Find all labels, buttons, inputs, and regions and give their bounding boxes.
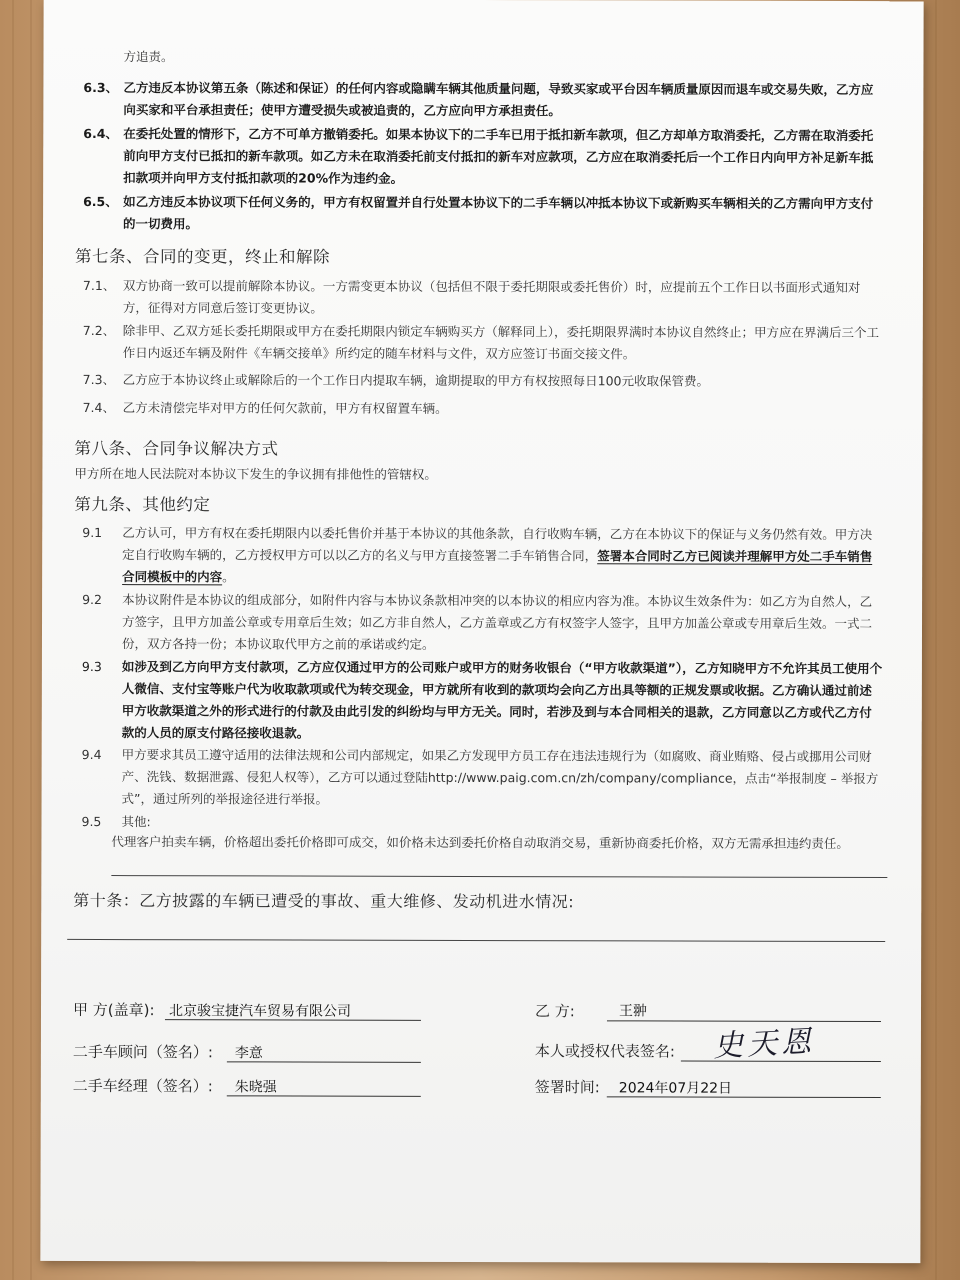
clause-text: 代理客户拍卖车辆，价格超出委托价格即可成交，如价格未达到委托价格自动取消交易，重新协商委托价格，双方无需承担违约责任。 (111, 834, 849, 851)
top-fragment: 方追责。 (123, 49, 174, 65)
clause-number: 7.1、 (82, 277, 116, 294)
clause-number: 6.5、 (83, 193, 118, 210)
clause-text: 除非甲、乙双方延长委托期限或甲方在委托期限内锁定车辆购买方（解释同上），委托期限界满时本协议自然终止；甲方应在界满后三个工作日内返还车辆及附件《车辆交接单》所约定的随车材料与文件，双方应签订书面交接文件。 (122, 323, 880, 362)
clause-9-1-end: 。 (222, 569, 235, 585)
clause-number: 6.4、 (83, 125, 118, 142)
date-label: 签署时间: (534, 1078, 600, 1097)
clause-9-1-emphasis: 签署本合同时乙方已阅读并理解甲方处二手车销售合同模板中的内容 (122, 548, 873, 585)
party-a-label: 甲 方(盖章): (72, 1000, 155, 1020)
clause-text: 双方协商一致可以提前解除本协议。一方需变更本协议（包括但不限于委托期限或委托售价）时，应提前五个工作日以书面形式通知对方，征得对方同意后签订变更协议。 (122, 278, 861, 316)
party-b-label: 乙 方: (534, 1002, 575, 1021)
clause-6-4 (83, 123, 885, 191)
clause-number: 6.3、 (83, 79, 119, 96)
clause-9-5-underline (111, 875, 887, 878)
section-10-heading: 第十条：乙方披露的车辆已遭受的事故、重大维修、发动机进水情况: (73, 890, 575, 912)
date-value: 2024年07月22日 (618, 1080, 733, 1097)
section-8-heading: 第八条、合同争议解决方式 (74, 438, 279, 459)
rep-signature-label: 本人或授权代表签名: (534, 1042, 675, 1061)
handwritten-signature: 史天恩 (712, 1024, 816, 1065)
clause-number: 7.2、 (82, 322, 116, 339)
manager-value: 朱晓强 (234, 1079, 277, 1096)
clause-text: 甲方要求其员工遵守适用的法律法规和公司内部规定，如果乙方发现甲方员工存在违法违规行为（如腐败、商业贿赂、侵占或挪用公司财产、洗钱、数据泄露、侵犯人权等），乙方可以通过登陆http://www.paig.com.cn/zh/company/compliance，点击“举报制度 – 举报方式”，通过所列的举报途径进行举报。 (121, 747, 879, 807)
clause-6-5 (83, 191, 885, 237)
clause-9-5-body (111, 831, 861, 855)
clause-text: 乙方应于本协议终止或解除后的一个工作日内提取车辆，逾期提取的甲方有权按照每日100元收取保管费。 (122, 372, 710, 389)
section-10-answer-line (67, 939, 885, 942)
party-b-value: 王翀 (618, 1003, 648, 1020)
clause-9-2 (82, 589, 884, 657)
clause-9-1 (82, 522, 884, 590)
party-a-value: 北京骏宝捷汽车贸易有限公司 (168, 1003, 352, 1020)
clause-9-4 (82, 744, 884, 812)
clause-number: 7.3、 (82, 371, 116, 388)
clause-text: 本协议附件是本协议的组成部分，如附件内容与本协议条款相冲突的以本协议的相应内容为准。本协议生效条件为：如乙方为自然人，乙方签字，且甲方加盖公章或专用章后生效；如乙方非自然人，乙方盖章或乙方有权签字人签字，且甲方加盖公章或专用章后生效。一式二份，双方各持一份；本协议取代甲方之前的承诺或约定。 (121, 592, 873, 652)
clause-7-2 (83, 320, 885, 366)
advisor-value: 李意 (234, 1045, 263, 1062)
clause-number: 7.4、 (82, 399, 115, 416)
clause-number: 9.4 (81, 746, 102, 763)
party-a-line (165, 1019, 421, 1021)
manager-line (227, 1095, 421, 1097)
contract-page (40, 0, 923, 1263)
section-8-text: 甲方所在地人民法院对本协议下发生的争议拥有排他性的管辖权。 (74, 465, 437, 482)
clause-text: 乙方未清偿完毕对甲方的任何欠款前，甲方有权留置车辆。 (122, 400, 448, 416)
clause-number: 9.3 (81, 658, 102, 675)
clause-9-1-body: 乙方认可，甲方有权在委托期限内以委托售价并基于本协议的其他条款，自行收购车辆，乙方在本协议下的保证与义务仍然有效。甲方决定自行收购车辆的，乙方授权甲方可以以乙方的名义与甲方直接签署二手车销售合同， (122, 525, 873, 564)
section-9-heading: 第九条、其他约定 (74, 494, 211, 515)
clause-7-1 (83, 275, 885, 321)
clause-number: 9.5 (81, 813, 102, 830)
date-line (607, 1096, 881, 1098)
clause-text: 如乙方违反本协议项下任何义务的，甲方有权留置并自行处置本协议下的二手车辆以冲抵本协议下或新购买车辆相关的乙方需向甲方支付的一切费用。 (123, 194, 874, 232)
clause-6-3 (83, 77, 885, 123)
clause-label: 其他: (121, 814, 151, 830)
section-7-heading: 第七条、合同的变更，终止和解除 (74, 246, 331, 267)
clause-9-3 (82, 656, 884, 746)
clause-7-3 (83, 369, 885, 393)
wood-grain (935, 0, 937, 1280)
clause-number: 9.2 (82, 591, 102, 608)
clause-text: 乙方违反本协议第五条（陈述和保证）的任何内容或隐瞒车辆其他质量问题，导致买家或平台因车辆质量原因而退车或交易失败，乙方应向买家和平台承担责任；使甲方遭受损失或被追责的，乙方应向甲方承担责任。 (123, 80, 874, 119)
manager-label: 二手车经理（签名）: (72, 1076, 213, 1096)
advisor-line (227, 1061, 421, 1063)
advisor-label: 二手车顾问（签名）: (72, 1042, 213, 1062)
clause-text: 在委托处置的情形下，乙方不可单方撤销委托。如果本协议下的二手车已用于抵扣新车款项，但乙方却单方取消委托，乙方需在取消委托前向甲方支付已抵扣的新车款项。如乙方未在取消委托前支付抵扣的新车对应款项，乙方应在取消委托后一个工作日内向甲方补足新车抵扣款项并向甲方支付抵扣款项的20%作为违约金。 (123, 126, 874, 186)
wood-grain (30, 0, 32, 1280)
clause-text: 如涉及到乙方向甲方支付款项，乙方应仅通过甲方的公司账户或甲方的财务收银台（“甲方收款渠道”），乙方知晓甲方不允许其员工使用个人微信、支付宝等账户代为收取款项或代为转交现金，甲方就所有收到的款项均会向乙方出具等额的正规发票或收据。乙方确认通过前述甲方收款渠道之外的形式进行的付款及由此引发的纠纷均与甲方无关。同时，若涉及到与本合同相关的退款，乙方同意以乙方或代乙方付款的人员的原支付路径接收退款。 (121, 659, 883, 741)
clause-7-4 (83, 397, 885, 421)
clause-number: 9.1 (82, 524, 103, 541)
clause-text (122, 522, 884, 590)
wood-grain (12, 0, 14, 1280)
